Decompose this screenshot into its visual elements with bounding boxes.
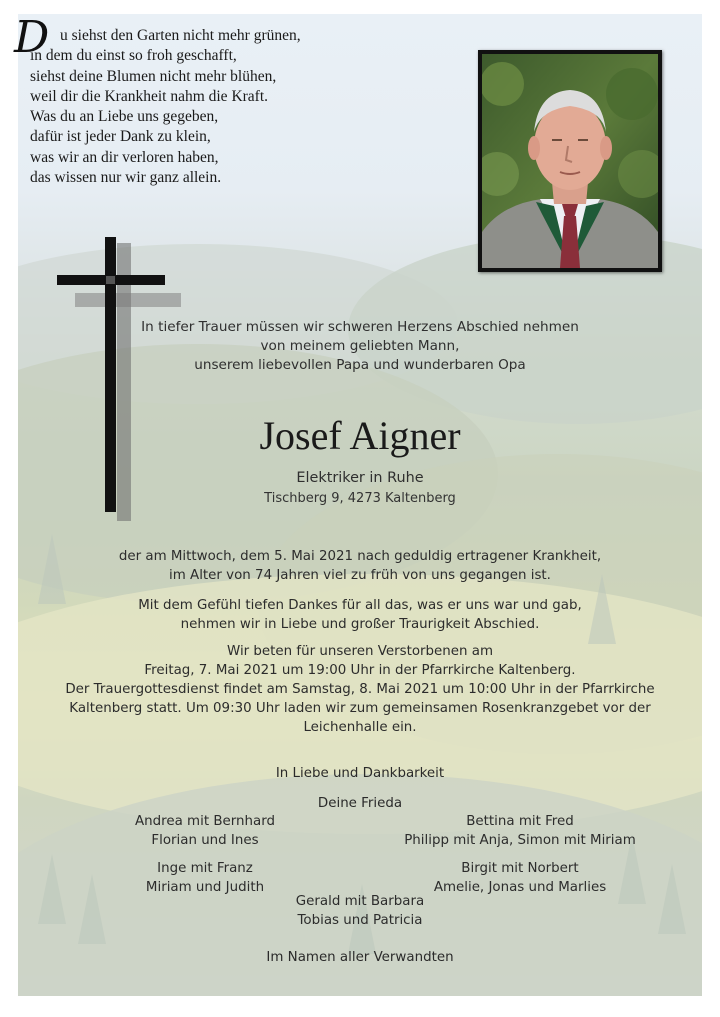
deceased-occupation: Elektriker in Ruhe <box>296 470 424 486</box>
paragraph-line: der am Mittwoch, dem 5. Mai 2021 nach geduldig ertragener Krankheit, <box>118 549 602 564</box>
mourner-names: Bettina mit Fred <box>466 814 574 829</box>
poem-drop-cap: D <box>14 12 50 63</box>
paragraph-line: Leichenhalle ein. <box>303 720 417 735</box>
mourner-names: Florian und Ines <box>151 833 259 848</box>
mourner-names: Birgit mit Norbert <box>461 861 579 876</box>
mourner-family <box>75 812 335 850</box>
intro-line: In tiefer Trauer müssen wir schweren Herzens Abschied nehmen <box>141 319 579 335</box>
poem-line: u siehst den Garten nicht mehr grünen, <box>60 27 301 44</box>
mourner-names: Philipp mit Anja, Simon mit Miriam <box>404 833 636 848</box>
tree-silhouette <box>658 864 686 934</box>
paragraph-line: Der Trauergottesdienst findet am Samstag, 8. Mai 2021 um 10:00 Uhr in der Pfarrkirche <box>65 682 655 697</box>
poem-line: in dem du einst so froh geschafft, <box>30 47 237 65</box>
deceased-address: Tischberg 9, 4273 Kaltenberg <box>264 491 456 506</box>
farewell-paragraph <box>18 596 702 634</box>
mourner-names: Andrea mit Bernhard <box>135 814 275 829</box>
relatives-line: Im Namen aller Verwandten <box>266 950 454 965</box>
poem-line: Was du an Liebe uns gegeben, <box>30 108 219 126</box>
service-details-paragraph <box>18 642 702 737</box>
paragraph-line: Wir beten für unseren Verstorbenen am <box>227 644 493 659</box>
mourner-family <box>390 812 650 850</box>
mourner-family <box>230 892 490 930</box>
paragraph-line: Kaltenberg statt. Um 09:30 Uhr laden wir zum gemeinsamen Rosenkranzgebet vor der <box>69 701 651 716</box>
mourner-names: Gerald mit Barbara <box>295 894 425 909</box>
paragraph-line: Mit dem Gefühl tiefen Dankes für all das, was er uns war und gab, <box>138 598 582 613</box>
mourner-names: Miriam und Judith <box>145 880 265 895</box>
poem-line: weil dir die Krankheit nahm die Kraft. <box>30 87 269 105</box>
intro-line: von meinem geliebten Mann, <box>260 338 460 354</box>
death-notice-paragraph <box>18 547 702 585</box>
memorial-poem <box>30 26 470 188</box>
tree-silhouette <box>38 854 66 924</box>
deceased-name: Josef Aigner <box>259 413 461 458</box>
closing-line: In Liebe und Dankbarkeit <box>275 766 445 781</box>
intro-text <box>18 318 702 375</box>
poem-line: dafür ist jeder Dank zu klein, <box>30 128 211 146</box>
mourner-wife: Deine Frieda <box>317 796 403 811</box>
portrait-photo <box>478 50 662 272</box>
poem-line: siehst deine Blumen nicht mehr blühen, <box>30 67 277 85</box>
paragraph-line: nehmen wir in Liebe und großer Traurigkeit Abschied. <box>180 617 540 632</box>
poem-line: was wir an dir verloren haben, <box>30 148 219 166</box>
mourner-names: Inge mit Franz <box>157 861 253 876</box>
mourner-names: Tobias und Patricia <box>297 913 423 928</box>
paragraph-line: im Alter von 74 Jahren viel zu früh von uns gegangen ist. <box>169 568 551 583</box>
mourner-names: Amelie, Jonas und Marlies <box>433 880 607 895</box>
paragraph-line: Freitag, 7. Mai 2021 um 19:00 Uhr in der Pfarrkirche Kaltenberg. <box>144 663 576 678</box>
intro-line: unserem liebevollen Papa und wunderbaren Opa <box>194 357 526 373</box>
portrait-image <box>482 54 658 268</box>
poem-line: das wissen nur wir ganz allein. <box>30 169 222 187</box>
